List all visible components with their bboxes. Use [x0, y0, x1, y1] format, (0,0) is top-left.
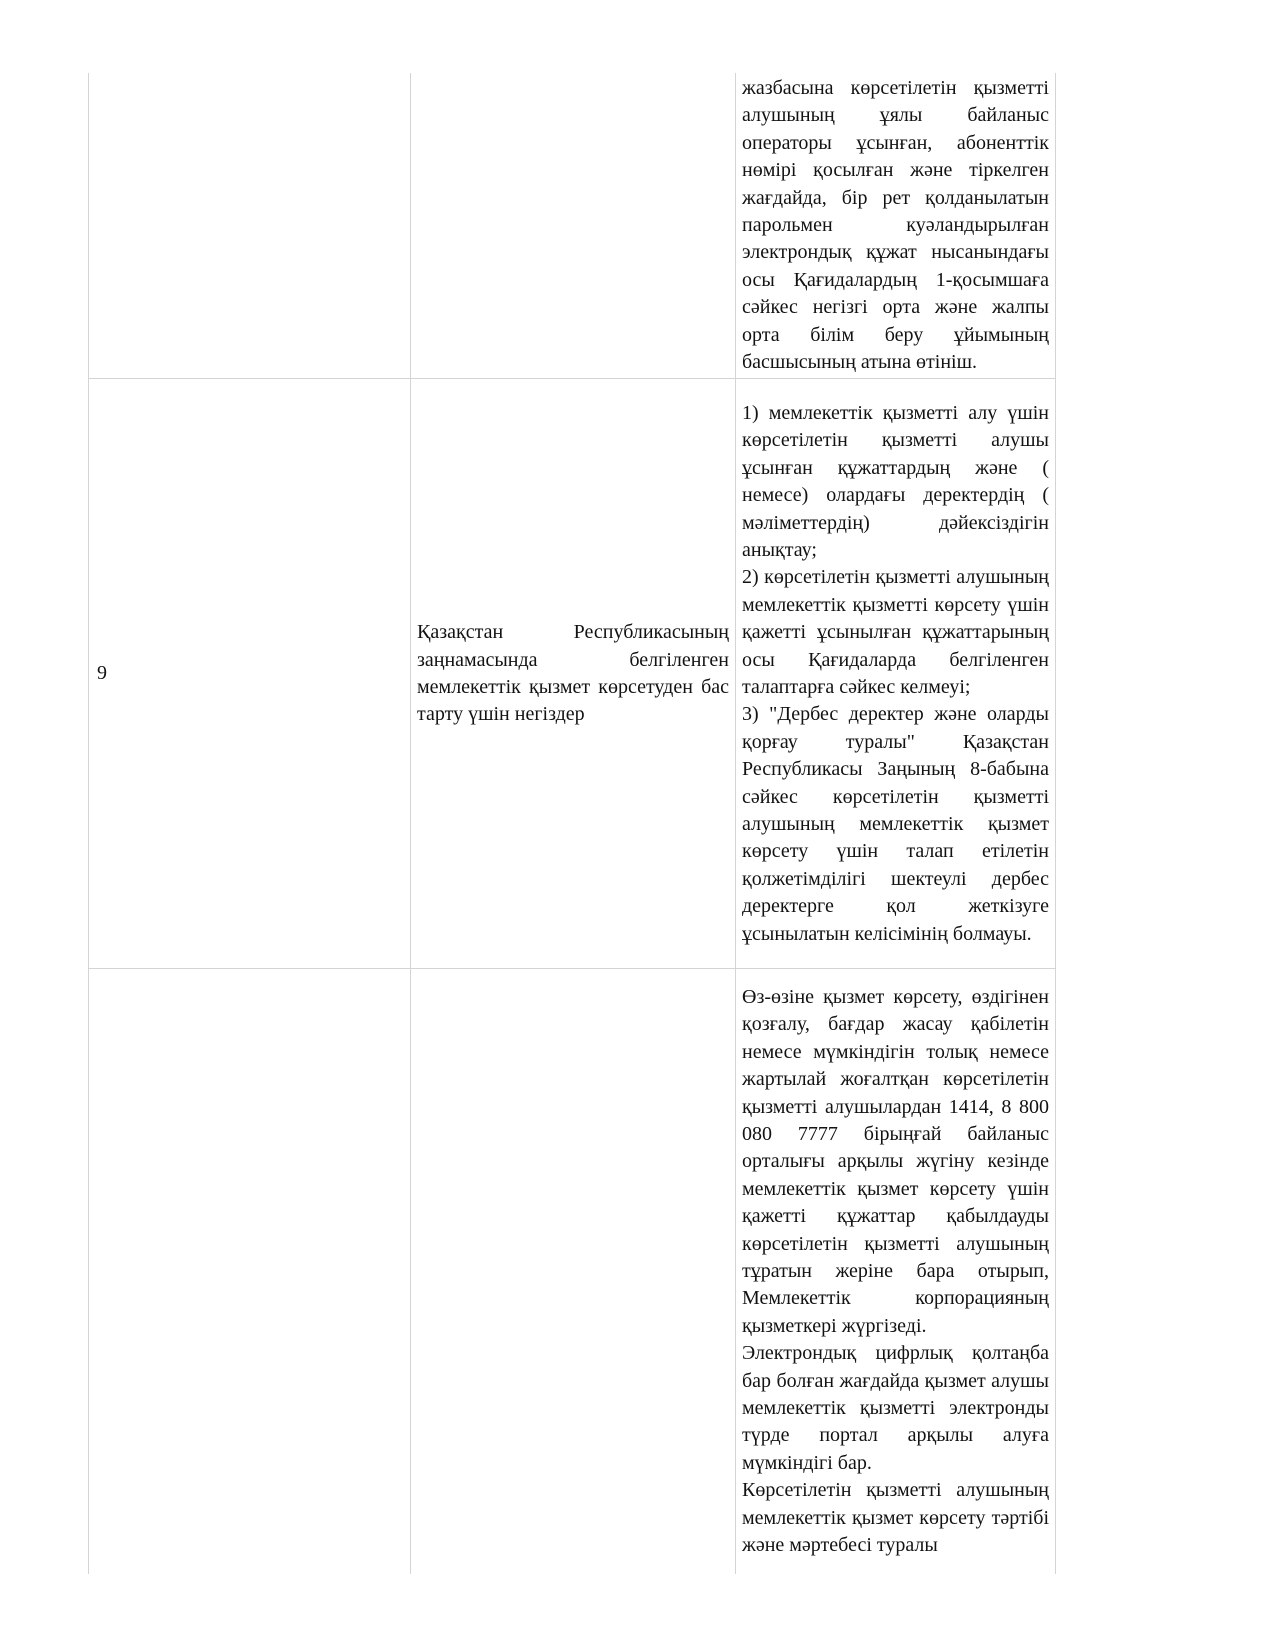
paragraph: Өз-өзіне қызмет көрсету, өздігінен қозғалу, бағдар жасау қабілетін немесе мүмкіндігін толық немесе жартылай жоғалтқан көрсетілетін қызметті алушылардан 1414, 8 800 080 7777 бірыңғай байланыс орталығы арқылы жүгіну кезінде мемлекеттік қызмет көрсету үшін қажетті құжаттар қабылдауды көрсетілетін қызметті алушының тұратын жеріне бара отырып, Мемлекеттік корпорацияның қызметкері жүргізеді.	[742, 985, 1049, 1337]
row-number-cell	[89, 379, 411, 969]
table-row	[89, 379, 1056, 969]
paragraph: жазбасына көрсетілетін қызметті алушының ұялы байланыс операторы ұсынған, абоненттік нөмірі қосылған және тіркелген жағдайда, бір рет қолданылатын парольмен куәландырылған электрондық құжат нысанындағы осы Қағидалардың 1-қосымшаға сәйкес негізгі орта және жалпы орта білім беру ұйымының басшысының атына өтініш.	[742, 77, 1049, 374]
row-criterion-cell	[411, 379, 736, 969]
row-content	[742, 75, 1049, 376]
row-content-cell	[736, 73, 1056, 379]
paragraph: Электрондық цифрлық қолтаңба бар болған жағдайда қызмет алушы мемлекеттік қызметті электронды түрде портал арқылы алуға мүмкіндігі бар.	[742, 1342, 1049, 1474]
paragraph: 2) көрсетілетін қызметті алушының мемлекеттік қызметті көрсету үшін қажетті ұсынылған құжаттарының осы Қағидаларда белгіленген талаптарға сәйкес келмеуі;	[742, 566, 1049, 698]
paragraph: Көрсетілетін қызметті алушының мемлекеттік қызмет көрсету тәртібі және мәртебесі туралы	[742, 1479, 1049, 1557]
table-row	[89, 73, 1056, 379]
document-table	[88, 73, 1056, 1574]
row-number-cell	[89, 73, 411, 379]
paragraph: 1) мемлекеттік қызметті алу үшін көрсетілетін қызметті алушы ұсынған құжаттардың және ( немесе) олардағы деректердің ( мәліметтердің) дәйексіздігін анықтау;	[742, 401, 1049, 561]
row-criterion-cell	[411, 969, 736, 1574]
row-content	[742, 400, 1049, 948]
row-number-cell	[89, 969, 411, 1574]
row-content	[742, 984, 1049, 1560]
row-number: 9	[97, 662, 107, 685]
row-criterion: Қазақстан Республикасының заңнамасында белгіленген мемлекеттік қызмет көрсетуден бас тарту үшін негіздер	[417, 621, 729, 726]
table-row	[89, 969, 1056, 1574]
paragraph: 3) "Дербес деректер және оларды қорғау туралы" Қазақстан Республикасы Заңының 8-бабына сәйкес көрсетілетін қызметті алушының мемлекеттік қызмет көрсету үшін талап етілетін қолжетімділігі шектеулі дербес деректерге қол жеткізуге ұсынылатын келісімінің болмауы.	[742, 703, 1049, 945]
row-criterion-cell	[411, 73, 736, 379]
row-content-cell	[736, 379, 1056, 969]
row-content-cell	[736, 969, 1056, 1574]
